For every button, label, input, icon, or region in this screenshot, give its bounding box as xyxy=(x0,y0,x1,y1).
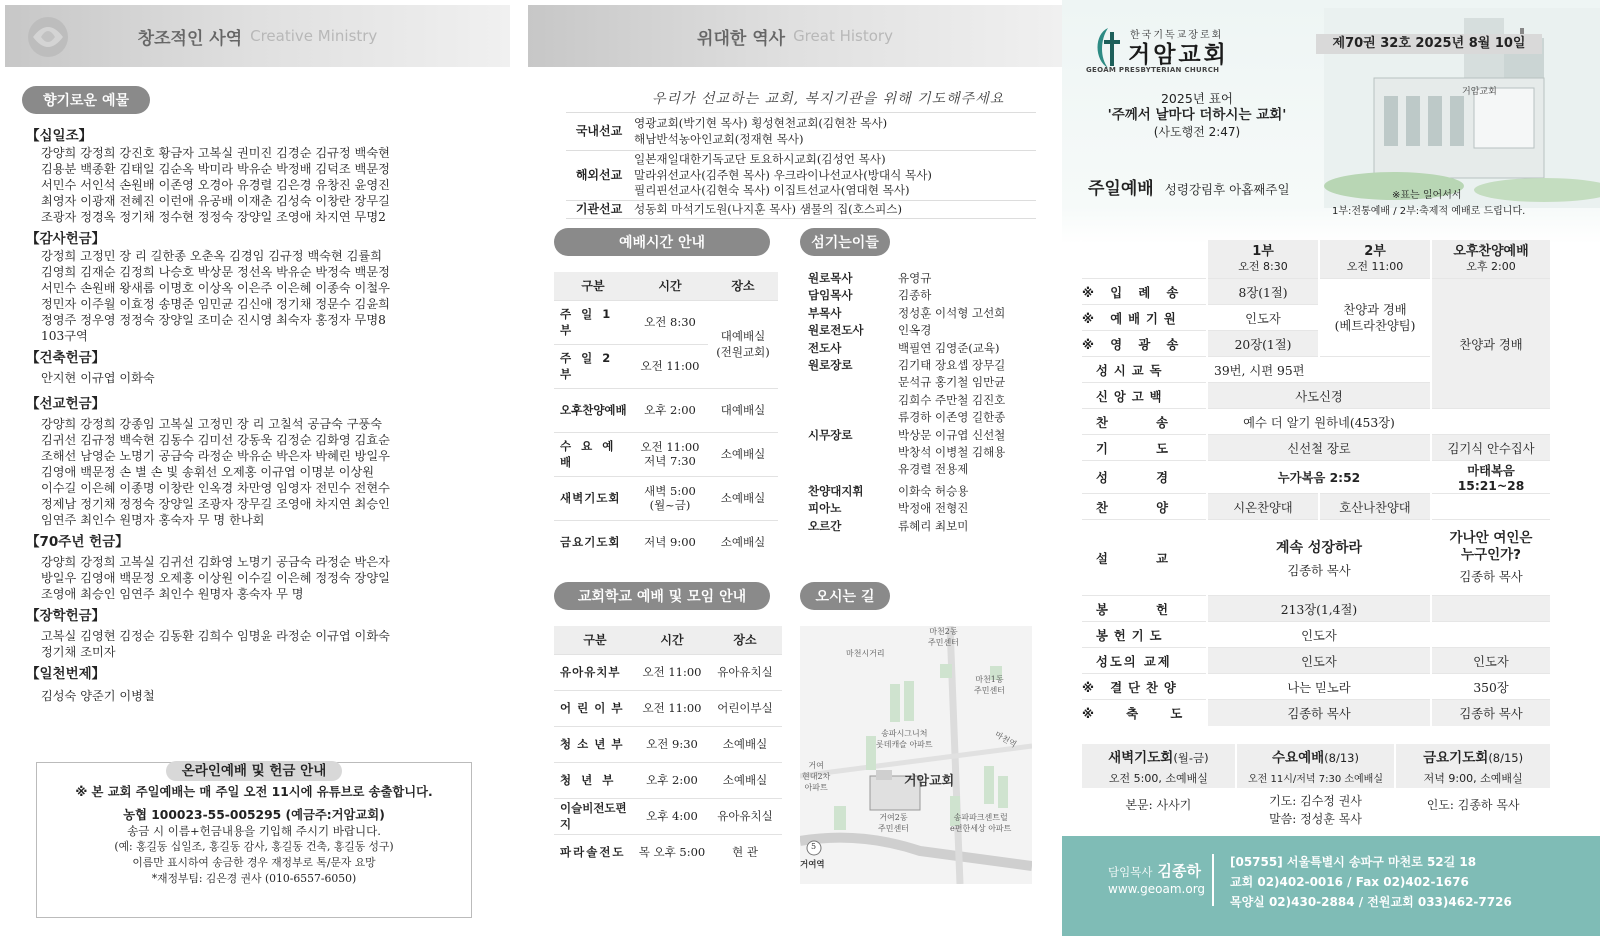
worship-name: 새벽기도회 xyxy=(554,476,632,520)
church-phone: 교회 02)402-0016 / Fax 02)402-1676 xyxy=(1230,875,1469,889)
server-row xyxy=(808,305,1038,322)
order-row xyxy=(1081,435,1550,461)
group-line: 103구역 xyxy=(41,329,88,343)
server-role: 원로장로 xyxy=(808,358,853,373)
mission-key: 국내선교 xyxy=(566,113,632,151)
pastor-credit xyxy=(1108,860,1201,881)
server-role xyxy=(808,461,884,478)
worship-time: 오후 2:00 xyxy=(632,388,708,432)
weekly-header xyxy=(1395,744,1550,768)
mission-line: 성동회 마석기도원(나지훈 목사) 샘물의 집(호스피스) xyxy=(634,201,903,216)
order-value: 김종하 목사 xyxy=(1431,700,1550,726)
worship-row xyxy=(554,432,778,476)
worship-place: 소예배실 xyxy=(708,432,778,476)
offering-group-thanks xyxy=(26,231,480,344)
offering-group-mission xyxy=(26,396,480,528)
weekly-header xyxy=(1236,744,1395,768)
server-role: 피아노 xyxy=(808,501,842,516)
church-name: 거암교회 xyxy=(1128,42,1229,68)
sermon-preacher: 김종하 목사 xyxy=(1287,563,1351,578)
contact-footer xyxy=(1062,836,1600,936)
motto-reference: (사도행전 2:47) xyxy=(1153,125,1241,139)
banner-subtitle: Great History xyxy=(793,27,893,45)
map-label: 거여2동 주민센터 xyxy=(878,813,909,833)
order-item: 봉 헌 xyxy=(1081,596,1207,622)
group-line: 이수길 이은혜 이종명 이창란 인옥경 차만영 임영자 전민수 전현수 xyxy=(41,481,390,495)
church-english-name: GEOAM PRESBYTERIAN CHURCH xyxy=(1086,66,1220,74)
group-line: 강양희 강정희 강진호 황금자 고복실 권미진 김경순 김규정 백숙현 xyxy=(41,146,390,160)
worship-name: 주 일 1 부 xyxy=(554,300,632,344)
worship-name: 주 일 2 부 xyxy=(554,344,632,388)
weekly-date: (월-금) xyxy=(1173,751,1209,765)
col-header: 장소 xyxy=(708,626,782,654)
church-contact xyxy=(1230,852,1512,912)
school-place: 유아유치실 xyxy=(708,798,782,834)
mission-row xyxy=(566,113,1036,151)
map-label: 마천1동 주민센터 xyxy=(974,675,1005,695)
weekly-title: 새벽기도회 xyxy=(1108,750,1174,766)
service-subtitle: 성령강림후 아홉째주일 xyxy=(1164,182,1290,197)
offering-group-tithe xyxy=(26,128,480,225)
order-value: 인도자 xyxy=(1207,622,1431,648)
order-value: 김종하 목사 xyxy=(1207,700,1431,726)
school-place: 소예배실 xyxy=(708,726,782,762)
weekly-header xyxy=(1081,744,1236,768)
order-value: 찬양과 경배 xyxy=(1431,279,1550,409)
order-item: 봉헌기도 xyxy=(1081,622,1207,648)
server-role: 원로전도사 xyxy=(808,323,864,338)
map-label: 송파시그니처 롯데캐슬 아파트 xyxy=(876,729,933,749)
order-item: 찬 양 xyxy=(1081,494,1207,520)
footer-divider xyxy=(1212,854,1214,906)
map-graphic xyxy=(800,626,1032,884)
worship-row xyxy=(554,300,778,344)
school-time: 목 오후 5:00 xyxy=(636,834,708,870)
weekly-detail-line: 기도: 김수정 권사 xyxy=(1269,794,1362,808)
group-line: 조영애 최승인 임연주 최인수 원명자 홍숙자 무 명 xyxy=(41,587,304,601)
group-head: 【장학헌금】 xyxy=(26,608,106,624)
worship-row xyxy=(554,476,778,520)
server-names: 류경하 이존영 길한종 xyxy=(898,410,1006,425)
group-line: 김용분 백종환 김태일 김순옥 박미라 박유순 박정배 김덕조 백문정 xyxy=(41,162,390,176)
order-row xyxy=(1081,622,1550,648)
service-note: 1부:전통예배 / 2부:축제적 예배로 드립니다. xyxy=(1332,206,1526,217)
mission-line: 영광교회(박기현 목사) 횡성현천교회(김현찬 목사) xyxy=(634,116,888,130)
school-place: 유아유치실 xyxy=(708,654,782,690)
school-name: 유아유치부 xyxy=(554,654,636,690)
group-line: 서민수 서인석 손원배 이존영 오경아 유경렬 김은경 유창진 윤영진 xyxy=(41,178,390,192)
group-line: 정제남 정기채 정정숙 장양일 조광자 장무길 조영애 차지연 최승인 xyxy=(41,497,390,511)
order-row xyxy=(1081,700,1550,726)
order-row xyxy=(1081,461,1550,494)
motto-year: 2025년 표어 xyxy=(1160,91,1233,106)
weekly-meetings-table xyxy=(1080,744,1550,830)
group-line: 정영주 정우영 정정숙 장양일 조미순 진시영 최숙자 홍정자 무명8 xyxy=(41,313,386,327)
server-names: 유경렬 전용제 xyxy=(898,462,969,477)
order-row xyxy=(1081,648,1550,674)
school-time: 오전 9:30 xyxy=(636,726,708,762)
server-row xyxy=(808,518,1038,535)
school-row xyxy=(554,726,782,762)
school-name: 청 년 부 xyxy=(554,762,636,798)
annual-motto xyxy=(1062,90,1332,141)
mission-line: 필리핀선교사(김현숙 목사) 이집트선교사(염대현 목사) xyxy=(634,183,910,197)
mission-key: 해외선교 xyxy=(566,151,632,201)
rose-icon xyxy=(13,9,83,65)
col-header xyxy=(1319,240,1431,279)
group-line: 김귀선 김규정 백숙현 김동수 김미선 강동욱 김정순 김화영 김효순 xyxy=(41,433,390,447)
school-time: 오후 2:00 xyxy=(636,762,708,798)
offering-group-building xyxy=(26,350,480,386)
server-row xyxy=(808,500,1038,517)
server-names: 김기태 장요셉 장무길 xyxy=(898,358,1006,373)
group-line: 강양희 강정희 강종임 고복실 고정민 장 리 고칠석 공금숙 구풍숙 xyxy=(41,417,382,431)
school-time: 오전 11:00 xyxy=(636,654,708,690)
banner-title: 창조적인 사역 xyxy=(137,28,243,49)
server-row xyxy=(808,392,1038,409)
prayer-handwritten: 우리가 선교하는 교회, 복지기관을 위해 기도해주세요 xyxy=(652,91,1005,107)
order-of-worship-table xyxy=(1080,240,1550,726)
school-place: 현 관 xyxy=(708,834,782,870)
offering-group-scholarship xyxy=(26,608,480,660)
order-item: ※ 예배기원 xyxy=(1081,305,1207,331)
col-header: 시간 xyxy=(636,626,708,654)
server-names: 문석규 홍기철 임만균 xyxy=(898,375,1006,390)
church-website[interactable]: www.geoam.org xyxy=(1108,882,1206,896)
order-item: 성 경 xyxy=(1081,461,1207,494)
school-row xyxy=(554,690,782,726)
order-value: 8장(1절) xyxy=(1207,279,1319,305)
order-item: 신앙고백 xyxy=(1081,383,1207,409)
server-names: 유영규 xyxy=(898,271,932,285)
header-time: 오전 11:00 xyxy=(1346,260,1404,273)
banner-subtitle: Creative Ministry xyxy=(250,27,378,45)
worship-time: 오전 8:30 xyxy=(632,300,708,344)
worship-time: 새벽 5:00 (월~금) xyxy=(632,476,708,520)
church-phone-2: 목양실 02)430-2884 / 전원교회 033)462-7726 xyxy=(1230,895,1512,909)
pastor-name: 김종하 xyxy=(1157,862,1202,880)
worship-name: 수 요 예 배 xyxy=(554,432,632,476)
servers-list xyxy=(808,270,1038,535)
order-item: ※ 입 례 송 xyxy=(1081,279,1207,305)
mission-table xyxy=(566,112,1036,219)
mission-line: 일본재일대한기독교단 토요하시교회(김성언 목사) xyxy=(634,152,886,166)
group-line: 김영애 백문정 손 별 손 빛 송휘선 오제홍 이규엽 이명분 이상원 xyxy=(41,465,375,479)
server-row xyxy=(808,322,1038,339)
group-line: 조해선 남영순 노명기 공금숙 라정순 박유순 박은자 박혜린 방일우 xyxy=(41,449,390,463)
school-name: 파라솔전도 xyxy=(554,834,636,870)
weekly-detail: 본문: 사사기 xyxy=(1081,788,1236,830)
school-time: 오전 11:00 xyxy=(636,690,708,726)
worship-place: 대예배실 (전원교회) xyxy=(708,300,778,388)
map-label: 마천시거리 xyxy=(846,649,885,658)
order-value: 김기식 안수집사 xyxy=(1431,435,1550,461)
server-names: 정성훈 이석형 고선희 xyxy=(898,305,1006,320)
order-value: 신선철 장로 xyxy=(1207,435,1431,461)
server-role xyxy=(808,392,884,409)
online-worship-box xyxy=(36,762,472,918)
church-address: [05755] 서울특별시 송파구 마천로 52길 18 xyxy=(1230,855,1477,869)
worship-name: 오후찬양예배 xyxy=(554,388,632,432)
worship-name: 금요기도회 xyxy=(554,520,632,564)
issue-number: 제70권 32호 2025년 8월 10일 xyxy=(1316,34,1542,54)
server-names: 박창석 이병철 김해용 xyxy=(898,445,1006,460)
server-row xyxy=(808,427,1038,444)
server-names: 인옥경 xyxy=(898,323,932,338)
worship-place: 대예배실 xyxy=(708,388,778,432)
sermon-title: 계속 성장하라 xyxy=(1275,539,1363,556)
server-names: 김종하 xyxy=(898,288,932,303)
server-names: 김희수 주만철 김진호 xyxy=(898,392,1006,407)
school-name: 청 소 년 부 xyxy=(554,726,636,762)
group-line: 안지현 이규엽 이화숙 xyxy=(41,371,155,385)
order-value: 호산나찬양대 xyxy=(1319,494,1431,520)
order-value: 인도자 xyxy=(1431,648,1550,674)
server-row xyxy=(808,340,1038,357)
server-row xyxy=(808,357,1038,374)
mission-line: 해남반석농아인교회(정재현 목사) xyxy=(634,131,804,146)
order-item: 찬 송 xyxy=(1081,409,1207,435)
order-value: 나는 믿노라 xyxy=(1207,674,1431,700)
order-row xyxy=(1081,279,1550,305)
server-row xyxy=(808,483,1038,500)
header-time: 오후 2:00 xyxy=(1466,260,1516,273)
worship-place: 소예배실 xyxy=(708,476,778,520)
order-value: 사도신경 xyxy=(1207,383,1431,409)
mission-value xyxy=(632,113,1036,151)
group-head: 【감사헌금】 xyxy=(26,231,106,247)
col-header: 장소 xyxy=(708,272,778,300)
order-value: 예수 더 알기 원하네(453장) xyxy=(1207,409,1431,435)
group-line: 김성숙 양준기 이병철 xyxy=(41,689,155,703)
server-role: 전도사 xyxy=(808,340,842,355)
pastor-label: 담임목사 xyxy=(1108,865,1153,879)
mission-row xyxy=(566,151,1036,201)
worship-time: 저녁 9:00 xyxy=(632,520,708,564)
col-header xyxy=(1207,240,1319,279)
school-time: 오후 4:00 xyxy=(636,798,708,834)
servers-pill: 섬기는이들 xyxy=(800,228,890,256)
order-value: 마태복음 15:21~28 xyxy=(1431,461,1550,494)
group-line: 강정희 고정민 장 리 길한종 오춘옥 김경임 김규정 백숙현 김률희 xyxy=(41,249,382,263)
group-head: 【일천번제】 xyxy=(26,666,106,682)
directions-map xyxy=(800,626,1032,884)
server-role: 담임목사 xyxy=(808,288,853,303)
order-value: 350장 xyxy=(1431,674,1550,700)
school-name: 이슬비전도편지 xyxy=(554,798,636,834)
header-title: 오후찬양예배 xyxy=(1453,244,1529,259)
server-names: 박정애 전형진 xyxy=(898,501,969,516)
stand-note: ※표는 일어서서 xyxy=(1392,190,1462,201)
mission-value xyxy=(632,200,1036,219)
group-line: 정기채 조미자 xyxy=(41,645,116,659)
school-place: 어린이부실 xyxy=(708,690,782,726)
map-church-label: 거암교회 xyxy=(904,774,955,789)
offering-title: 향기로운 예물 xyxy=(22,86,150,114)
order-row-sermon xyxy=(1081,520,1550,596)
server-role: 시무장로 xyxy=(808,427,853,442)
col-header xyxy=(1431,240,1550,279)
order-value: 인도자 xyxy=(1207,305,1319,331)
mission-row xyxy=(566,200,1036,219)
bank-account: 농협 100023-55-005295 (예금주:거암교회) xyxy=(123,808,385,822)
weekly-detail: 인도: 김종하 목사 xyxy=(1395,788,1550,830)
banner-title: 위대한 역사 xyxy=(697,28,786,49)
order-item: ※ 영 광 송 xyxy=(1081,331,1207,357)
group-line: 서민수 손원배 왕새롬 이명호 이상옥 이은주 이은혜 이종숙 이철우 xyxy=(41,281,390,295)
building-sign: 거암교회 xyxy=(1462,87,1497,97)
group-line: 방일우 김영애 백문정 오제홍 이상원 이수길 이은혜 정정숙 장양일 xyxy=(41,571,390,585)
server-row xyxy=(808,270,1038,287)
online-youtube-note: ※ 본 교회 주일예배는 매 주일 오전 11시에 유튜브로 송출합니다. xyxy=(75,785,433,799)
server-row xyxy=(808,409,1038,426)
motto-text: '주께서 날마다 더하시는 교회' xyxy=(1107,107,1287,123)
map-label: 마천2동 주민센터 xyxy=(928,627,959,647)
col-header: 구분 xyxy=(554,272,632,300)
group-line: 조광자 정경옥 정기채 정수현 정정숙 장양일 조영애 차지연 무명2 xyxy=(41,210,386,224)
denomination-name: 한국기독교장로회 xyxy=(1130,30,1224,41)
group-line: 강양희 강정희 고복실 김귀선 김화영 노명기 공금숙 라정순 박은자 xyxy=(41,555,390,569)
banner-great-history xyxy=(528,5,1062,67)
school-table xyxy=(554,626,782,870)
school-row xyxy=(554,654,782,690)
school-row xyxy=(554,762,782,798)
order-row xyxy=(1081,674,1550,700)
map-label: 거여 현대2차 아파트 xyxy=(802,761,831,792)
order-row xyxy=(1081,596,1550,622)
map-label: 거여역 xyxy=(800,860,825,870)
col-header: 시간 xyxy=(632,272,708,300)
worship-place: 소예배실 xyxy=(708,520,778,564)
server-role xyxy=(808,409,884,426)
school-pill: 교회학교 예배 및 모임 안내 xyxy=(554,582,770,610)
weekly-time: 저녁 9:00, 소예배실 xyxy=(1395,768,1550,788)
order-item: 성도의 교제 xyxy=(1081,648,1207,674)
order-item: ※ 결단찬양 xyxy=(1081,674,1207,700)
online-line: (예: 홍길동 십일조, 홍길동 감사, 홍길동 건축, 홍길동 성구) xyxy=(114,840,394,853)
school-place: 소예배실 xyxy=(708,762,782,798)
mission-line: 말라위선교사(김주현 목사) 우크라이나선교사(방대식 목사) xyxy=(634,167,932,182)
weekly-detail xyxy=(1236,788,1395,830)
weekly-date: (8/13) xyxy=(1324,751,1359,765)
sermon-title: 가나안 여인은 누구인가? xyxy=(1449,530,1533,563)
order-value: 누가복음 2:52 xyxy=(1207,461,1431,494)
group-head: 【십일조】 xyxy=(26,128,93,144)
online-line: 이름만 표시하여 송금한 경우 재정부로 톡/문자 요망 xyxy=(132,856,376,869)
server-names: 박상문 이규엽 신선철 xyxy=(898,427,1006,442)
offering-group-70th xyxy=(26,534,480,602)
group-line: 임연주 최인수 원명자 홍숙자 무 명 한나회 xyxy=(41,513,265,527)
banner-creative-ministry xyxy=(5,5,510,67)
service-title: 주일예배 xyxy=(1088,179,1154,199)
server-names: 백필연 김영준(교육) xyxy=(898,340,1000,355)
online-title: 온라인예배 및 헌금 안내 xyxy=(166,761,343,781)
worship-time: 오전 11:00 저녁 7:30 xyxy=(632,432,708,476)
server-row xyxy=(808,444,1038,461)
group-line: 김영희 김재순 김정희 나승호 박상문 정선옥 박유순 박정숙 백문정 xyxy=(41,265,390,279)
subway-line-number: 5 xyxy=(811,842,817,851)
server-role: 찬양대지휘 xyxy=(808,483,864,498)
directions-pill: 오시는 길 xyxy=(800,582,890,610)
weekly-detail-line: 말씀: 정성훈 목사 xyxy=(1269,812,1362,826)
weekly-time: 오전 5:00, 소예배실 xyxy=(1081,768,1236,788)
order-value: 20장(1절) xyxy=(1207,331,1319,357)
church-logo-icon xyxy=(1090,24,1126,72)
server-names: 류혜리 최보미 xyxy=(898,518,969,533)
service-heading xyxy=(1088,174,1290,199)
order-value: 39번, 시편 95편 xyxy=(1207,357,1431,383)
order-value: 시온찬양대 xyxy=(1207,494,1319,520)
mission-value xyxy=(632,151,1036,201)
header-time: 오전 8:30 xyxy=(1238,260,1288,273)
map-label: 마천역 xyxy=(993,729,1018,750)
worship-time: 오전 11:00 xyxy=(632,344,708,388)
group-head: 【건축헌금】 xyxy=(26,350,106,366)
map-label: 송파파크센트럴 e편한세상 아파트 xyxy=(950,813,1012,833)
server-role xyxy=(808,444,884,461)
server-row xyxy=(808,287,1038,304)
school-row xyxy=(554,798,782,834)
server-role: 원로목사 xyxy=(808,271,853,285)
worship-times-pill: 예배시간 안내 xyxy=(554,228,770,256)
order-row xyxy=(1081,494,1550,520)
weekly-title: 수요예배 xyxy=(1272,750,1325,766)
server-row xyxy=(808,461,1038,478)
server-role: 부목사 xyxy=(808,305,842,320)
order-value: 찬양과 경배 (베트라찬양팀) xyxy=(1319,279,1431,357)
group-head: 【70주년 헌금】 xyxy=(26,534,129,550)
sermon-preacher: 김종하 목사 xyxy=(1459,570,1523,584)
online-line: 송금 시 이름+헌금내용을 기입해 주시기 바랍니다. xyxy=(127,824,381,838)
weekly-time: 오전 11시/저녁 7:30 소예배실 xyxy=(1236,768,1395,788)
school-name: 어 린 이 부 xyxy=(554,690,636,726)
worship-row xyxy=(554,520,778,564)
server-names: 이화숙 허승용 xyxy=(898,483,969,498)
order-row xyxy=(1081,409,1550,435)
order-item: 기 도 xyxy=(1081,435,1207,461)
group-line: 최영자 이광재 전혜진 이런애 유공배 이재춘 김성숙 이창란 장무길 xyxy=(41,194,390,208)
offering-list xyxy=(26,128,480,704)
school-row xyxy=(554,834,782,870)
group-line: 정민자 이주월 이효정 송명준 임민균 김신애 정기채 정문수 김윤희 xyxy=(41,297,390,311)
order-item: ※ 축 도 xyxy=(1081,700,1207,726)
server-row xyxy=(808,374,1038,391)
order-value: 213장(1,4절) xyxy=(1207,596,1431,622)
mission-key: 기관선교 xyxy=(566,200,632,219)
worship-times-table xyxy=(554,272,778,564)
online-line: *재정부팀: 김은경 권사 (010-6557-6050) xyxy=(151,872,357,885)
panel-creative-ministry xyxy=(0,0,528,938)
group-head: 【선교헌금】 xyxy=(26,396,106,412)
col-header: 구분 xyxy=(554,626,636,654)
order-item: 성시교독 xyxy=(1081,357,1207,383)
weekly-date: (8/15) xyxy=(1488,751,1524,765)
group-line: 고복실 김영현 김정순 김동환 김희수 임명윤 라정순 이규엽 이화숙 xyxy=(41,629,390,643)
weekly-title: 금요기도회 xyxy=(1423,750,1489,766)
header-title: 1부 xyxy=(1252,244,1274,259)
order-value: 인도자 xyxy=(1207,648,1431,674)
sermon-cell xyxy=(1207,520,1431,596)
server-role: 오르간 xyxy=(808,518,842,533)
header-title: 2부 xyxy=(1364,244,1386,259)
sermon-cell-afternoon xyxy=(1431,520,1550,596)
server-role xyxy=(808,374,884,391)
offering-group-thousand xyxy=(26,666,480,704)
order-item: 설 교 xyxy=(1081,520,1207,596)
worship-row xyxy=(554,388,778,432)
